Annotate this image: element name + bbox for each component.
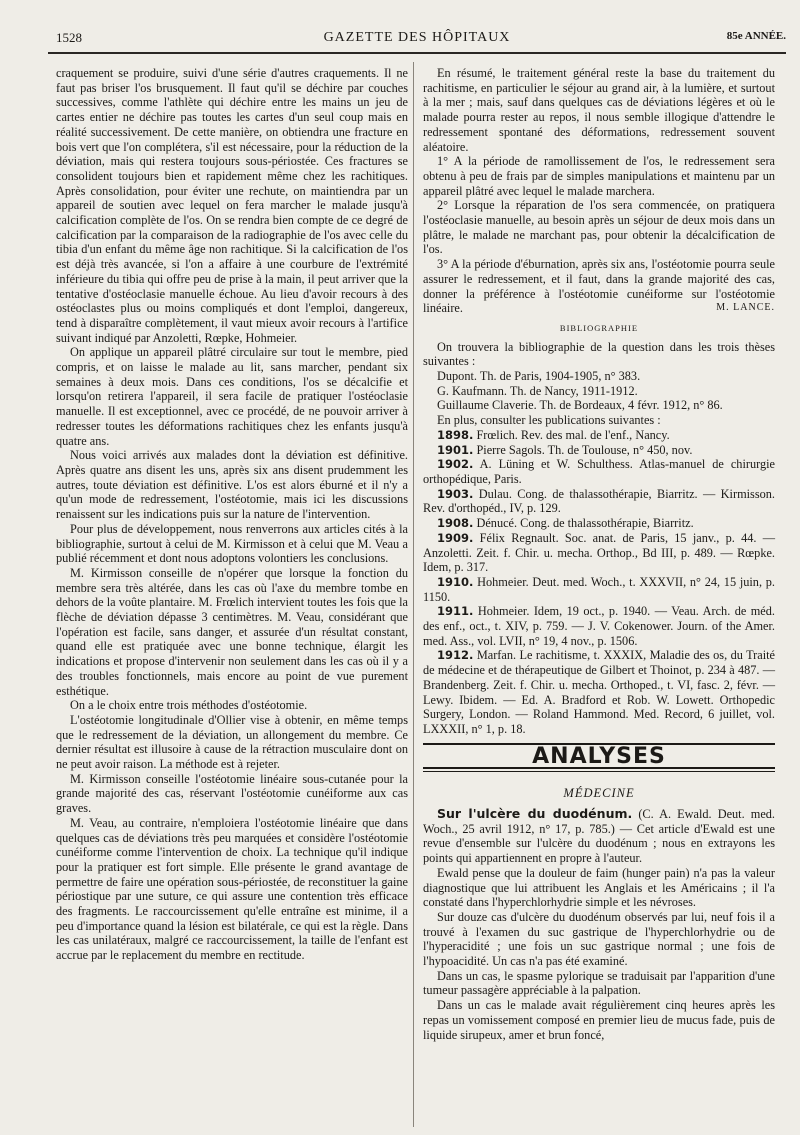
paragraph — [423, 257, 775, 316]
bib-intro: On trouvera la bibliographie de la question dans les trois thèses suivantes : — [423, 339, 775, 369]
bibliography-heading: BIBLIOGRAPHIE — [559, 322, 639, 333]
section-rule — [423, 771, 775, 772]
reference-entry — [423, 443, 775, 458]
volume-year: 85e ANNÉE. — [726, 30, 786, 42]
thesis-entry: G. Kaufmann. Th. de Nancy, 1911-1912. — [437, 383, 638, 398]
bibliography — [423, 340, 775, 737]
paragraph: En résumé, le traitement général reste la base du traitement du rachitisme, en particulier le séjour au grand air, à la lumière, et surtout à la mer ; mais, sauf dans quelques cas de déviations légères et où le malade pourra rester au repos, il nous semble illogique d'attendre le redressement spontané des déformations, redressement souvent aléatoire. — [423, 66, 775, 154]
thesis-entry: Guillaume Claverie. Th. de Bordeaux, 4 févr. 1912, n° 86. — [437, 398, 723, 413]
paragraph: M. Kirmisson conseille de n'opérer que lorsque la fonction du membre sera très altérée, dans les cas où l'axe du membre tombe en dehors de la voûte plantaire. M. Frœlich intervient toutes les fois que la flèche de déviation dépasse 3 centimètres. M. Veau, considérant que l'opération est facile, sans danger, et assurée d'un résultat constant, quand elle est pratiquée avec une bonne technique, élargit les indications et propose d'intervenir non seulement dans les cas où il y a des troubles fonctionnels, mais encore au point de vue purement esthétique. — [56, 565, 408, 698]
paragraph-text: 3° A la période d'éburnation, après six ans, l'ostéotomie pourra seule assurer le redressement, et il faut, dans la grande majorité des cas, donner la préférence à l'ostéotomie cunéiforme sur l'ostéotomie linéaire. — [423, 257, 775, 316]
reference-text: Félix Regnault. Soc. anat. de Paris, 15 janv., p. 44. — Anzoletti. Zeit. f. Chir. u. mecha. Orthop., Bd III, p. 489. — Rœpke. Idem, p. 317. — [423, 530, 775, 575]
header-rule — [48, 52, 786, 54]
thesis-entry: Dupont. Th. de Paris, 1904-1905, n° 383. — [437, 369, 641, 384]
page-number: 1528 — [56, 30, 82, 45]
reference-text: Marfan. Le rachitisme, t. XXXIX, Maladie des os, du Traité de médecine et de thérapeutique de Gilbert et Thoinot, p. 234 à 487. — Brandenberg. Zeit. f. Chir. u. mecha. Orthoped., t. VI, fasc. 2, févr. — Lewy. Ibidem. — Ed. A. Bradford et Rob. W. Lowett. Orthopedic Surgery, London. — Roland Hammond. Med. Record, 6 juillet, vol. LXXXII, n° 1, p. 18. — [423, 648, 775, 736]
reference-year: 1912. — [437, 648, 474, 663]
paragraph: M. Veau, au contraire, n'emploiera l'ostéotomie linéaire que dans quelques cas de déviations très peu marquées et considère l'ostéotomie cunéiforme comme l'intervention de choix. La technique qu'il indique pour la pratiquer est fort simple. Elle présente le grand avantage de permettre de faire une opération sous-périostée, de reconstituer la gaine périostique par une suture, ce qui assure une contention très efficace des fragments. Le raccourcissement qu'elle entraîne est minime, il a peu d'importance quand la lésion est bilatérale, ce qui est la règle. Dans les cas unilatéraux, malgré ce raccourcissement, la taille de l'enfant est accrue par le replacement du membre en rectitude. — [56, 815, 408, 963]
left-column — [56, 66, 408, 963]
page-header — [48, 30, 786, 48]
reference-entry — [423, 604, 775, 648]
reference-year: 1902. — [437, 457, 474, 472]
article-paragraph — [423, 807, 775, 866]
reference-entry — [423, 516, 775, 531]
paragraph: On applique un appareil plâtré circulaire sur tout le membre, pied compris, et on laisse le malade au lit, sans marcher, pendant six semaines à deux mois. Dans ces conditions, l'os se décalcifie et lorsqu'on retirera l'appareil, il sera facile de pratiquer l'ostéoclasie manuelle. Il est exceptionnel, avec ce procédé, de ne pouvoir arriver à redresser toutes les déformations rachitiques chez les enfants jusqu'à quatre ans. — [56, 345, 408, 448]
reference-year: 1901. — [437, 442, 474, 457]
paragraph: Pour plus de développement, nous renverrons aux articles cités à la bibliographie, surtout à celui de M. Kirmisson et à celui que M. Veau a publié récemment et dont nous adoptons volontiers les conclusions. — [56, 521, 408, 566]
paragraph: 1° A la période de ramollissement de l'os, le redressement sera obtenu à peu de frais par de simples manipulations et maintenu par un appareil plâtré avec lequel le malade marchera. — [423, 154, 775, 198]
reference-text: Hohmeier. Deut. med. Woch., t. XXXVII, n° 24, 15 juin, p. 1150. — [423, 574, 775, 604]
reference-year: 1910. — [437, 574, 474, 589]
author-signature: M. LANCE. — [716, 302, 775, 314]
reference-text: Hohmeier. Idem, 19 oct., p. 1940. — Veau. Arch. de méd. des enf., oct., t. XIV, p. 759. — J. V. Cokenower. Journ. of the Amer. med. Ass., vol. LVII, n° 19, 4 nov., p. 1506. — [423, 604, 775, 648]
paragraph: Nous voici arrivés aux malades dont la déviation est définitive. Après quatre ans disent les uns, après six ans disent prudemment les autres, toute déviation est définitive. L'os est alors éburné et il n'y a qu'un mode de redressement, l'ostéotomie, mais ici les discussions renaissent sur les indications puis sur la nature de l'intervention. — [56, 448, 408, 522]
reference-text: Dénucé. Cong. de thalassothérapie, Biarritz. — [476, 516, 694, 531]
article-paragraph: Dans un cas le malade avait régulièrement cinq heures après les repas un vomissement composé en premier lieu de mucus fade, puis de liquide sirupeux, amer et brun foncé, — [423, 998, 775, 1042]
analyses-section — [423, 743, 775, 1043]
reference-year: 1898. — [437, 427, 474, 442]
reference-entry — [423, 428, 775, 443]
paragraph: M. Kirmisson conseille l'ostéotomie linéaire sous-cutanée pour la grande majorité des cas, réservant l'ostéotomie cunéiforme aux cas graves. — [56, 771, 408, 816]
article-paragraph: Dans un cas, le spasme pylorique se traduisait par l'apparition d'une tumeur passagère appréciable à la palpation. — [423, 968, 775, 998]
reference-year: 1903. — [437, 486, 474, 501]
analyses-title: ANALYSES — [532, 743, 666, 769]
medecine-heading: MÉDECINE — [563, 786, 635, 801]
reference-entry — [423, 575, 775, 604]
article-paragraph: Ewald pense que la douleur de faim (hunger pain) n'a pas la valeur diagnostique que lui attribuent les Anglais et les Américains ; il l'a constaté dans l'hyperchlorhydrie simple et les névroses. — [423, 865, 775, 910]
paragraph: On a le choix entre trois méthodes d'ostéotomie. — [70, 698, 308, 713]
reference-year: 1909. — [437, 530, 474, 545]
reference-entry — [423, 648, 775, 736]
reference-entry — [423, 531, 775, 575]
reference-year: 1908. — [437, 516, 474, 531]
journal-title: GAZETTE DES HÔPITAUX — [323, 30, 511, 45]
paragraph: L'ostéotomie longitudinale d'Ollier vise à obtenir, en même temps que le redressement de la déviation, un allongement du membre. Ce dernier résultat est illusoire à cause de la rétraction musculaire dont on ne peut avoir raison. La méthode est à rejeter. — [56, 712, 408, 772]
reference-text: Frœlich. Rev. des mal. de l'enf., Nancy. — [476, 427, 670, 442]
bib-intro-2: En plus, consulter les publications suivantes : — [437, 413, 661, 428]
article-text: (C. A. Ewald. Deut. med. Woch., 25 avril 1912, n° 17, p. 785.) — Cet article d'Ewald est une revue d'ensemble sur l'ulcère du duodénum ; nous en extrayons les points qui appartiennent en propre à l'auteur. — [423, 807, 775, 866]
paragraph: 2° Lorsque la réparation de l'os sera commencée, on pratiquera l'ostéoclasie manuelle, au besoin après un séjour de deux mois dans un plâtre, le malade ne marchant pas, pour obtenir la décalcification de l'os. — [423, 198, 775, 257]
article-title: Sur l'ulcère du duodénum. — [437, 806, 633, 822]
reference-text: Dulau. Cong. de thalassothérapie, Biarritz. — Kirmisson. Rev. d'orthopéd., IV, p. 129. — [423, 486, 775, 516]
reference-text: A. Lüning et W. Schulthess. Atlas-manuel de chirurgie orthopédique, Paris. — [423, 457, 775, 486]
article-paragraph: Sur douze cas d'ulcère du duodénum observés par lui, neuf fois il a trouvé à l'examen du suc gastrique de l'hyperchlorhydrie ou de l'hyperacidité ; une fois un suc gastrique normal ; une fois de l'hypoacidité. Un cas n'a pas été examiné. — [423, 909, 775, 969]
column-divider — [413, 62, 414, 1127]
paragraph: craquement se produire, suivi d'une série d'autres craquements. Il ne faut pas briser l'os brusquement. Il faut qu'il se déchire par couches successives, comme l'athlète qui déchire entre les mains un jeu de cartes entier ne déchire pas toutes les cartes d'un seul coup mais en réalité successivement. De cette manière, on obtiendra une fracture en bois vert que l'on complétera, s'il est nécessaire, pour la réduction de la déviation, mais qui restera toujours sous-périostée. Ces fractures se consolident toujours bien et rapidement même chez les rachitiques. Après consolidation, pour éviter une rechute, on maintiendra par un appareil de soutien avec lequel on fera marcher le malade jusqu'à calcification complète de l'os. On se rendra bien compte de ce degré de calcification par la comparaison de la radiographie de l'os avec celle du tibia d'un enfant du même âge non rachitique. Si la calcification de l'os est déjà très avancée, si l'on a affaire à une courbure de l'extrémité inférieure du tibia qui offre peu de prise à la main, il peut arriver que la tentative d'ostéoclasie manuelle échoue. Au lieu d'avoir recours à des ostéoclastes plus ou moins compliqués et dont l'emploi, dangereux, tend à disparaître complètement, il vaut mieux avoir recours à l'artifice suivant indiqué par Anzoletti, Rœpke, Hohmeier. — [56, 66, 408, 345]
reference-entry — [423, 457, 775, 486]
reference-text: Pierre Sagols. Th. de Toulouse, n° 450, nov. — [476, 442, 693, 457]
reference-year: 1911. — [437, 604, 474, 619]
reference-entry — [423, 487, 775, 516]
right-column — [423, 66, 775, 1042]
